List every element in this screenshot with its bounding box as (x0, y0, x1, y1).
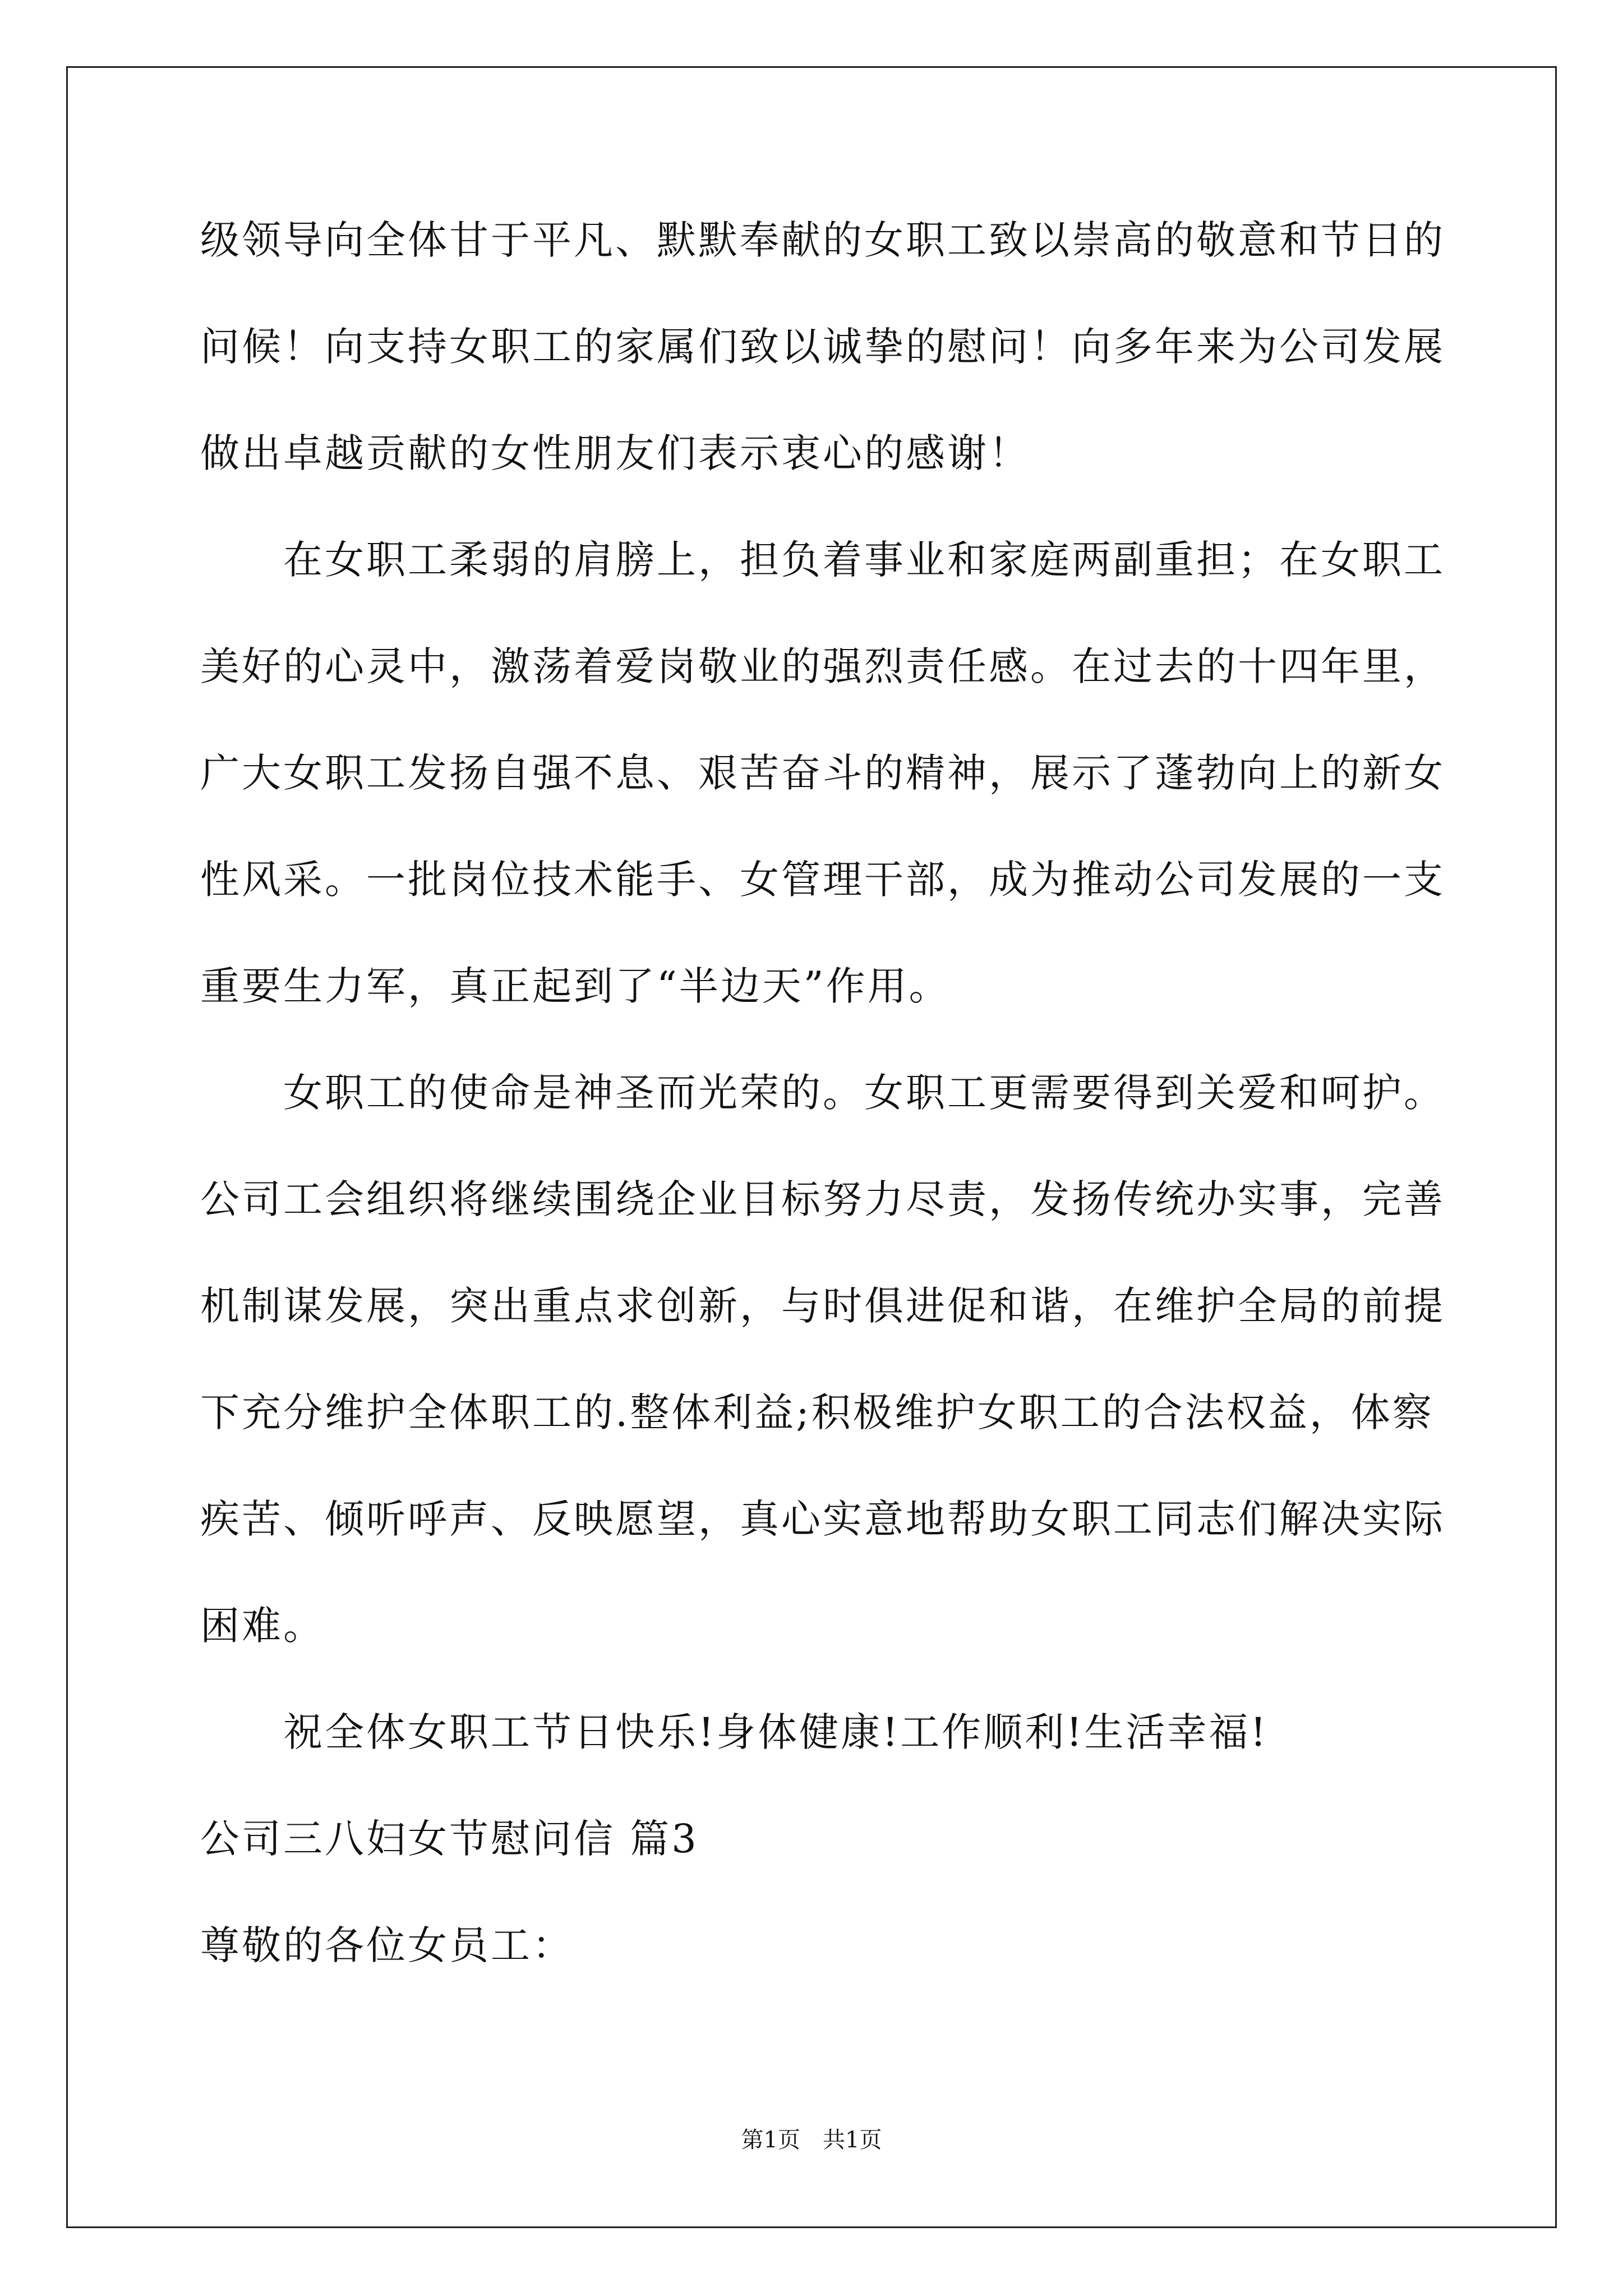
text-line: 广大女职工发扬自强不息、艰苦奋斗的精神，展示了蓬勃向上的新女 (200, 750, 1445, 796)
paragraph-start-line: 在女职工柔弱的肩膀上，担负着事业和家庭两副重担；在女职工 (283, 537, 1445, 583)
text-line: 级领导向全体甘于平凡、默默奉献的女职工致以崇高的敬意和节日的 (200, 217, 1445, 263)
text-line: 公司工会组织将继续围绕企业目标努力尽责，发扬传统办实事，完善 (200, 1176, 1445, 1222)
text-line: 美好的心灵中，激荡着爱岗敬业的强烈责任感。在过去的十四年里， (200, 643, 1445, 689)
paragraph-start-line: 祝全体女职工节日快乐!身体健康!工作顺利!生活幸福! (283, 1709, 1269, 1755)
text-line: 问候！向支持女职工的家属们致以诚挚的慰问！向多年来为公司发展 (200, 324, 1445, 370)
text-line: 机制谋发展，突出重点求创新，与时俱进促和谐，在维护全局的前提 (200, 1283, 1445, 1329)
text-line: 做出卓越贡献的女性朋友们表示衷心的感谢！ (200, 430, 1030, 476)
page-border (66, 66, 1557, 2228)
salutation: 尊敬的各位女员工： (200, 1922, 574, 1968)
paragraph-start-line: 女职工的使命是神圣而光荣的。女职工更需要得到关爱和呵护。 (283, 1070, 1445, 1116)
page-footer: 第1页 共1页 (741, 2127, 882, 2153)
text-line: 下充分维护全体职工的.整体利益;积极维护女职工的合法权益，体察 (200, 1389, 1434, 1435)
text-line: 重要生力军，真正起到了“半边天”作用。 (200, 963, 951, 1009)
text-line: 疾苦、倾听呼声、反映愿望，真心实意地帮助女职工同志们解决实际 (200, 1496, 1445, 1542)
section-heading: 公司三八妇女节慰问信 篇3 (200, 1816, 699, 1862)
text-line: 困难。 (200, 1603, 325, 1649)
text-line: 性风采。一批岗位技术能手、女管理干部，成为推动公司发展的一支 (200, 857, 1445, 903)
